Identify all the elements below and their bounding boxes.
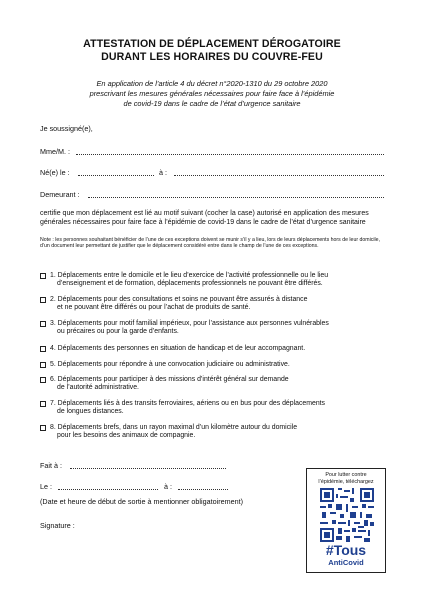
motif-text-3: 3. Déplacements pour motif familial impérieux, pour l’assistance aux personnes vulnérables [50, 320, 329, 327]
birth-date-field[interactable] [78, 175, 154, 176]
motif-checkbox-8[interactable] [40, 425, 46, 431]
motif-checkbox-5[interactable] [40, 362, 46, 368]
qr-caption-line-1: Pour lutter contre [325, 472, 367, 478]
qr-code-icon[interactable] [320, 488, 374, 542]
legal-reference [20, 79, 404, 109]
legal-reference-line-3: de covid-19 dans le cadre de l’état d’urgence sanitaire [123, 99, 301, 108]
motif-text-6b: de l’autorité administrative. [57, 384, 139, 392]
anticovid-promo-box [306, 468, 386, 573]
fait-a-label: Fait à : [40, 461, 62, 470]
motif-text-7b: de longues distances. [57, 408, 124, 416]
name-field[interactable] [76, 154, 384, 155]
motif-text-8b: pour les besoins des animaux de compagnie. [57, 432, 196, 440]
date-instruction: (Date et heure de début de sortie à mentionner obligatoirement) [40, 497, 243, 506]
motif-text-5: 5. Déplacements pour répondre à une convocation judiciaire ou administrative. [50, 361, 290, 368]
date-label: Le : [40, 482, 52, 491]
motif-text-6: 6. Déplacements pour participer à des missions d’intérêt général sur demande [50, 376, 289, 383]
motif-checkbox-7[interactable] [40, 401, 46, 407]
motif-text-8: 8. Déplacements brefs, dans un rayon maximal d’un kilomètre autour du domicile [50, 424, 298, 431]
exception-note: Note : les personnes souhaitant bénéficier de l’une de ces exceptions doivent se munir s’il y a lieu, lors de leurs déplacements hors de leur domicile, d’un document leur permettant de justifier que le déplacement considéré entre dans le champ de l’une de ces exceptions. [40, 237, 380, 250]
certification-text: certifie que mon déplacement est lié au motif suivant (cocher la case) autorisé en application des mesures générales nécessaires pour faire face à l’épidémie de covid-19 dans le cadre de l’état d’urgence sanitaire [40, 210, 369, 226]
motif-checkbox-4[interactable] [40, 346, 46, 352]
hashtag-tous: #Tous [325, 542, 367, 558]
signature-label: Signature : [40, 521, 75, 530]
motif-checkbox-1[interactable] [40, 273, 46, 279]
fait-a-field[interactable] [70, 468, 226, 469]
date-field[interactable] [58, 489, 158, 490]
name-label: Mme/M. : [40, 147, 70, 156]
soussigne-label: Je soussigné(e), [40, 124, 93, 133]
motif-text-2: 2. Déplacements pour des consultations et soins ne pouvant être assurés à distance [50, 296, 308, 303]
time-field[interactable] [178, 489, 228, 490]
birth-date-label: Né(e) le : [40, 168, 70, 177]
motif-text-2b: et ne pouvant être différés ou pour l’achat de produits de santé. [57, 304, 251, 312]
address-field[interactable] [88, 197, 384, 198]
birth-place-label: à : [159, 168, 167, 177]
motif-text-4: 4. Déplacements des personnes en situation de handicap et de leur accompagnant. [50, 345, 306, 352]
anticovid-label: AntiCovid [328, 558, 364, 567]
motif-checkbox-2[interactable] [40, 297, 46, 303]
qr-caption-line-2: l’épidémie, téléchargez [318, 479, 374, 485]
motif-text-7: 7. Déplacements liés à des transits ferroviaires, aériens ou en bus pour des déplacements [50, 400, 326, 407]
motif-text-1b: d’enseignement et de formation, déplacements professionnels ne pouvant être différés. [57, 280, 323, 288]
legal-reference-line-1: En application de l’article 4 du décret n°2020-1310 du 29 octobre 2020 [96, 79, 328, 88]
address-label: Demeurant : [40, 190, 80, 199]
document-title-line-2: DURANT LES HORAIRES DU COUVRE-FEU [101, 51, 323, 63]
motif-text-3b: ou précaires ou pour la garde d’enfants. [57, 328, 179, 336]
motif-checkbox-3[interactable] [40, 321, 46, 327]
time-label: à : [164, 482, 172, 491]
motif-checkbox-6[interactable] [40, 377, 46, 383]
motif-text-1: 1. Déplacements entre le domicile et le lieu d’exercice de l’activité professionnelle ou le lieu [50, 272, 329, 279]
qr-caption [307, 472, 385, 486]
birth-place-field[interactable] [174, 175, 384, 176]
legal-reference-line-2: prescrivant les mesures générales nécessaires pour faire face à l’épidémie [89, 89, 335, 98]
document-title-line-1: ATTESTATION DE DÉPLACEMENT DÉROGATOIRE [83, 38, 341, 50]
